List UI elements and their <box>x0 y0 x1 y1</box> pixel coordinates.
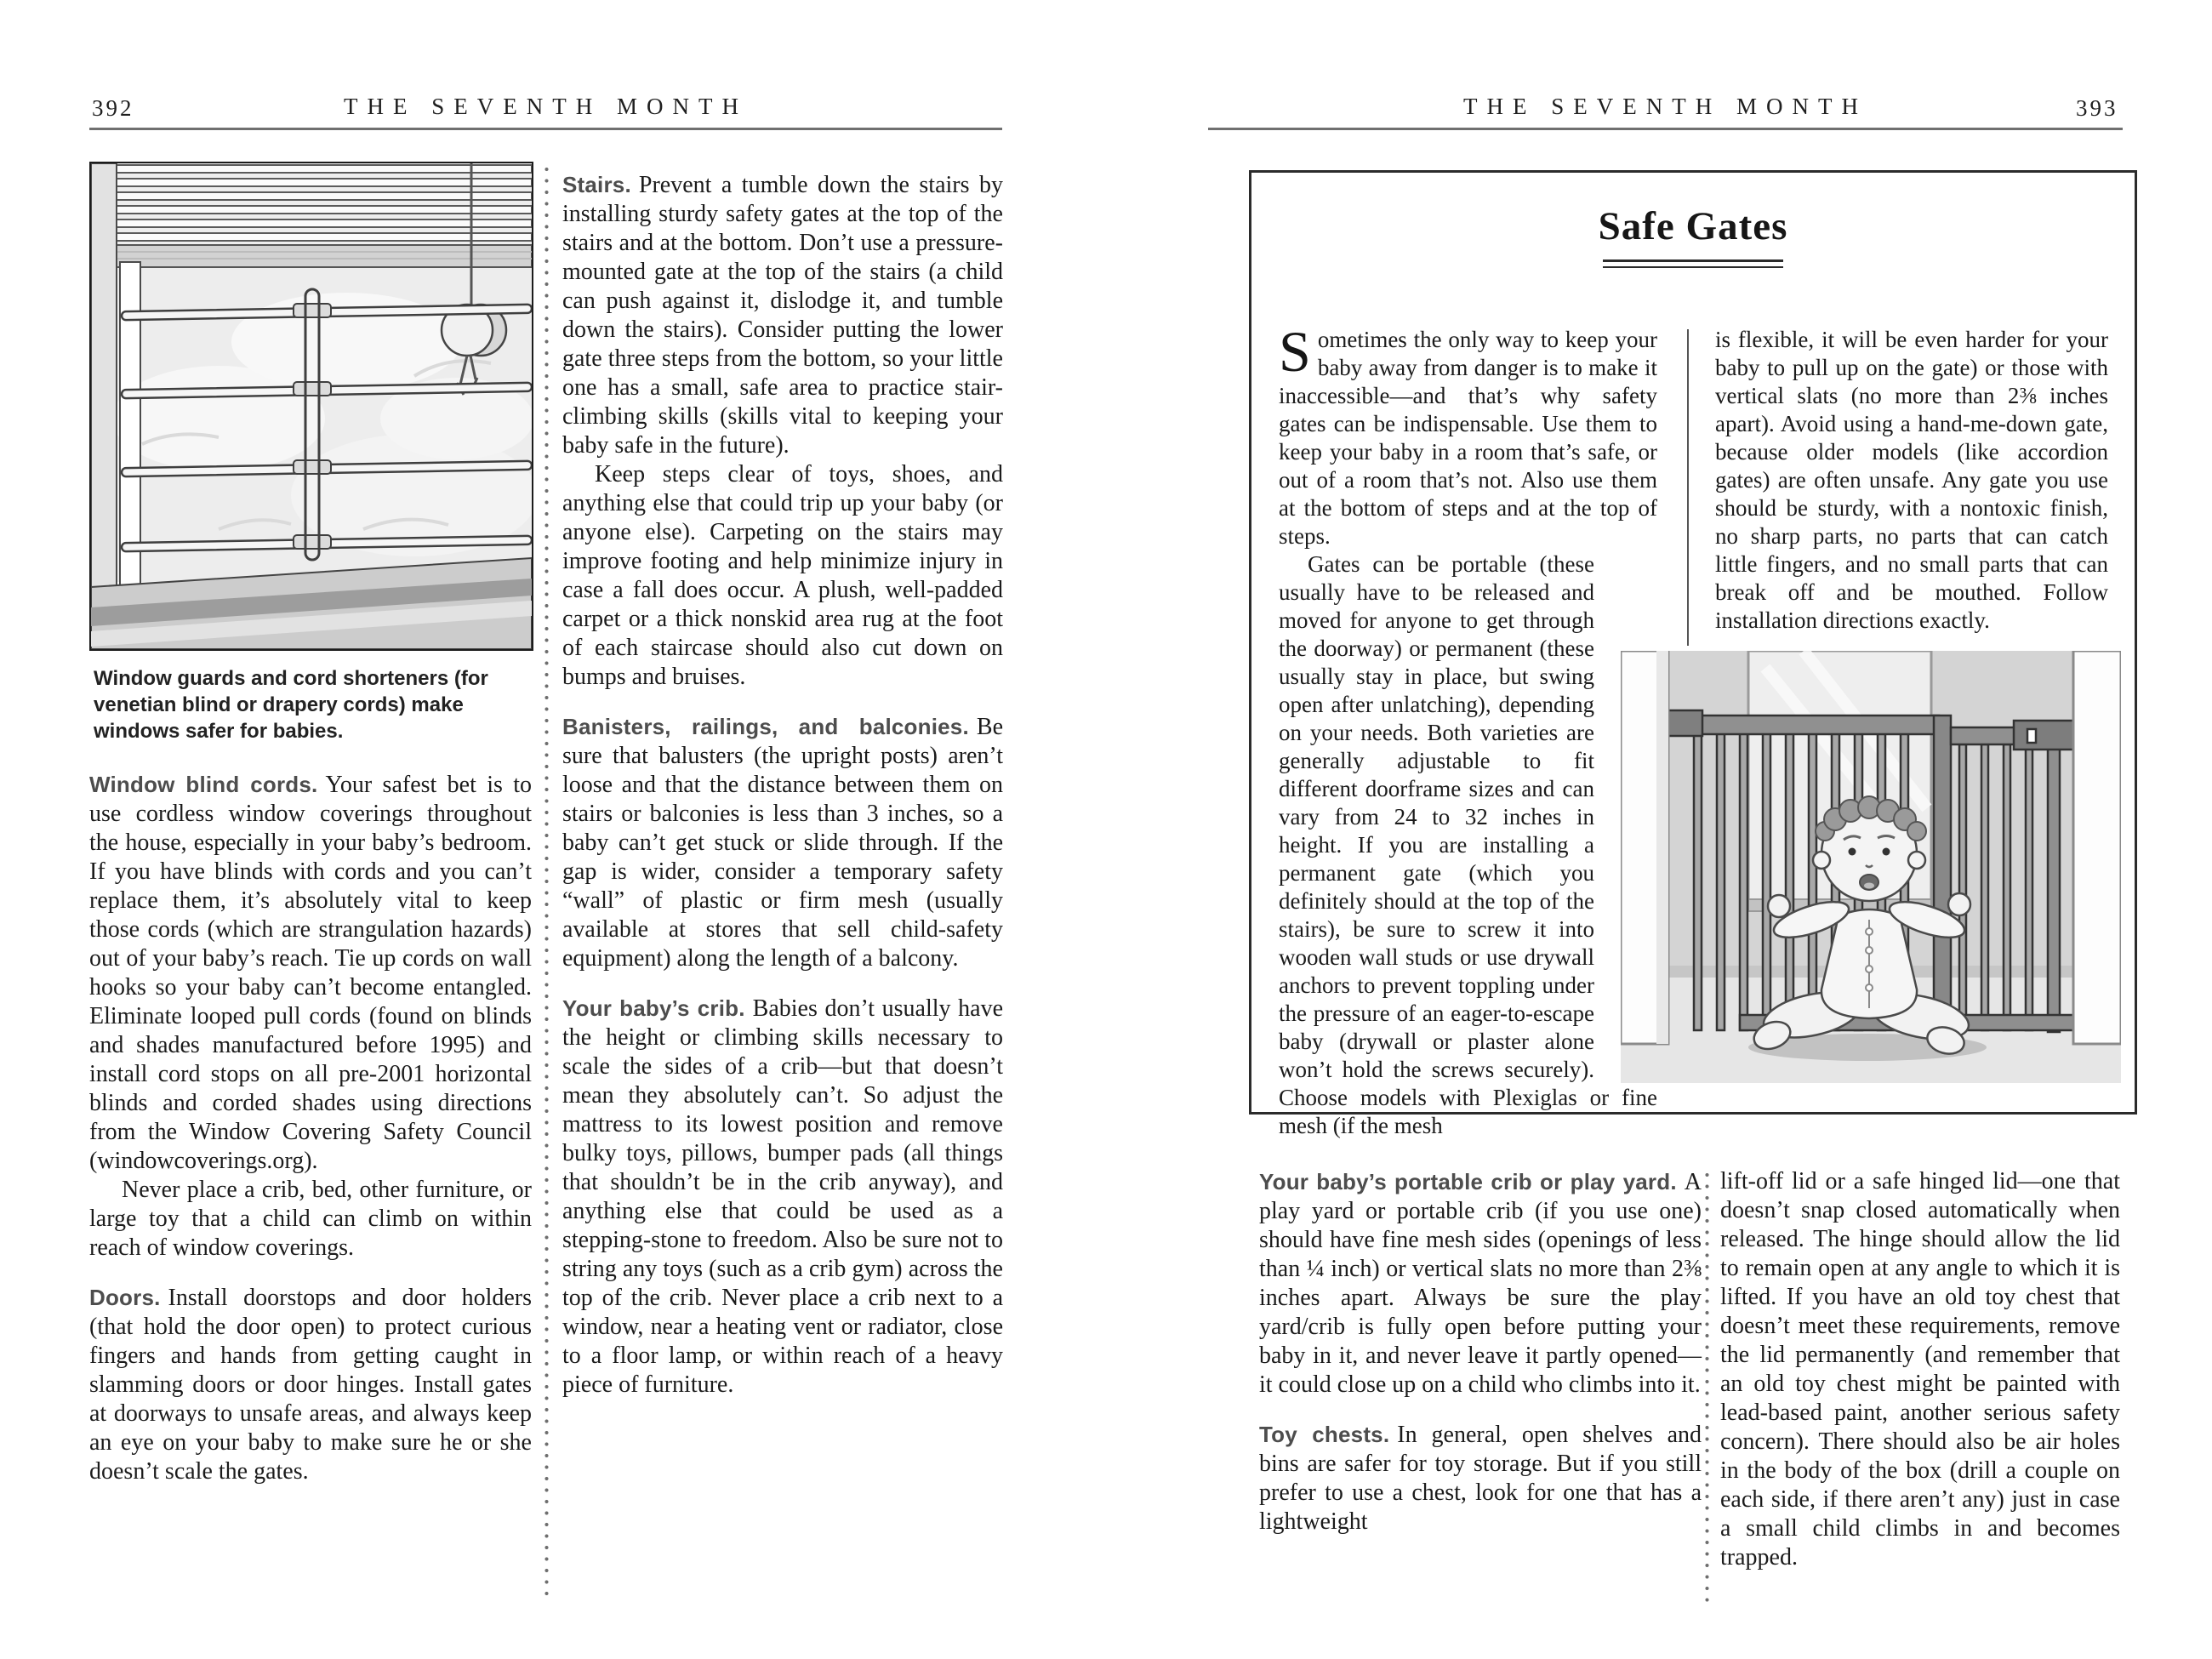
gate-latch <box>2014 721 2077 750</box>
paragraph-text: Install doorstops and door holders (that hold the door open) to protect curious fingers and hands from getting caught in slamming doors or door hinges. Install gates at doorways to unsafe areas, and always keep an eye on your baby to make sure he or she doesn’t scale the gates. <box>89 1285 532 1485</box>
paragraph-text: ometimes the only way to keep your baby away from danger is to make it inaccessible—and that’s why safety gates can be indispensable. Use them to keep your baby in a room that’s safe, or out of a room that’s not. Also use them at the bottom of steps and at the top of steps. <box>1279 327 1657 549</box>
paragraph-text: Babies don’t usually have the height or climbing skills necessary to scale the sides of a crib—but that doesn’t mean they absolutely can’t. So adjust the mattress to its lowest position and remove bulky toys, pillows, bumper pads (all things that shouldn’t be in the crib anyway), and anything else that could be used as a stepping-stone to freedom. Also be sure not to string any toys (such as a crib gym) across the top of the crib. Never place a crib next to a window, near a heating vent or radiator, close to a floor lamp, or within reach of a heavy piece of furniture. <box>562 995 1003 1398</box>
paragraph-text: In general, open shelves and bins are safer for toy storage. But if you still prefer to use a chest, look for one that has a lightweight <box>1259 1422 1702 1535</box>
page-number-right: 393 <box>2076 95 2118 121</box>
left-page-column-2 <box>562 170 1003 1400</box>
safe-gates-box <box>1249 170 2137 1138</box>
safety-gate-illustration <box>1621 651 2121 1083</box>
window-guard-illustration <box>89 162 533 651</box>
paragraph <box>1279 550 1657 1140</box>
section-doors <box>89 1283 532 1486</box>
section-window-blind-cords <box>89 770 532 1263</box>
header-rule-left <box>89 128 1002 130</box>
paragraph-text: A play yard or portable crib (if you use one) should have fine mesh sides (openings of less than ¼ inch) or vertical slats no more than 2⅜ inches apart. Always be sure the play yard/crib is fully open before putting your baby in it, and never leave it partly opened—it could close up on a child who climbs into it. <box>1259 1169 1702 1398</box>
paragraph <box>562 712 1003 973</box>
paragraph: Never place a crib, bed, other furniture, or large toy that a child can climb on within reach of window coverings. <box>89 1177 532 1261</box>
paragraph <box>562 994 1003 1400</box>
right-page-column-1 <box>1259 1167 1702 1536</box>
title-double-rule <box>1603 259 1783 268</box>
section-stairs <box>562 170 1003 692</box>
section-heading: Banisters, railings, and balconies. <box>562 714 969 739</box>
paragraph <box>562 170 1003 460</box>
section-your-babys-crib <box>562 994 1003 1400</box>
header-rule-right <box>1208 128 2123 130</box>
section-portable-crib <box>1259 1167 1702 1400</box>
left-page-column-1 <box>89 770 532 1486</box>
doorway-post-right <box>2073 651 2121 1044</box>
running-head-left: THE SEVENTH MONTH <box>344 94 748 119</box>
paragraph: lift-off lid or a safe hinged lid—one that doesn’t snap closed automatically when released. The hinge should allow the lid to remain open at any angle to which it is lifted. If you have an old toy chest that doesn’t meet these requirements, remove the lid permanently (and remember that an old toy chest might be painted with lead-based paint, another serious safety concern). There should also be air holes in the body of the box (drill a couple on each side, if there aren’t any) just in case a small child climbs in and becomes trapped. <box>1720 1168 2120 1571</box>
paragraph-text: Prevent a tumble down the stairs by installing sturdy safety gates at the top of the stairs and at the bottom. Don’t use a pressure-mounted gate at the top of the stairs (a child can push against it, dislodge it, and tumble down the stairs). Consider putting the lower gate three steps from the bottom, so your little one has a small, safe area to practice stair-climbing skills (skills vital to keeping your baby safe in the future). <box>562 172 1003 459</box>
paragraph: is flexible, it will be even harder for your baby to pull up on the gate) or those with vertical slats (no more than 2⅜ inches apart). Avoid using a hand-me-down gate, because older models (like accordion gates) are often unsafe. Any gate you use should be sturdy, with a nontoxic finish, no sharp parts, no parts that can catch little fingers, and no small parts that can break off and be mouthed. Follow installation directions exactly. <box>1715 327 2108 633</box>
illustration-caption: Window guards and cord shorteners (for venetian blind or drapery cords) make windows safer for babies. <box>94 667 488 743</box>
blind-bottom-rail <box>115 245 532 267</box>
page-number-left: 392 <box>92 95 134 121</box>
section-heading: Toy chests. <box>1259 1422 1390 1447</box>
column-divider-right-page <box>1705 1172 1709 1602</box>
right-page-column-2 <box>1720 1167 2120 1572</box>
paragraph <box>89 1283 532 1486</box>
paragraph-text: Your safest bet is to use cordless window coverings throughout the house, especially in your baby’s bedroom. If you have blinds with cords and you can’t replace them, it’s absolutely vital to keep those cords (which are strangulation hazards) out of your baby’s reach. Tie up cords on wall hooks so your baby can’t become entangled. Eliminate looped pull cords (found on blinds and shades manufactured before 1995) and install cord stops on all pre-2001 horizontal blinds and corded shades using directions from the Window Covering Safety Council (windowcoverings.org). <box>89 772 532 1174</box>
section-heading: Stairs. <box>562 172 631 197</box>
section-banisters <box>562 712 1003 973</box>
drop-cap: S <box>1279 319 1311 384</box>
window-frame-left <box>91 163 117 587</box>
section-heading: Your baby’s portable crib or play yard. <box>1259 1169 1677 1194</box>
box-column-rule <box>1687 329 1689 646</box>
section-heading: Window blind cords. <box>89 772 318 797</box>
running-head-right: THE SEVENTH MONTH <box>1463 94 1867 119</box>
paragraph <box>1279 319 1657 550</box>
window-guard-drawing <box>91 163 532 649</box>
section-heading: Doors. <box>89 1285 161 1310</box>
gate-extension-frame <box>2048 743 2060 1032</box>
column-divider-left-page <box>544 167 549 1601</box>
safety-gate-drawing <box>1621 651 2121 1083</box>
paragraph-text: Gates can be portable (these usually have to be released and moved for anyone to get through the doorway) or permanent (these usually stay in place, but swing open after unlatching), depending on your needs. Both varieties are generally adjustable to fit different doorframe sizes and can vary from 24 to 32 inches in height. If you are installing a permanent gate (which you definitely should at the top of the stairs), be sure to screw it into wooden wall studs or use drywall anchors to prevent toppling under the pressure of an eager-to-escape baby (drywall or plaster alone won’t hold the screws securely). Choose models with Plexiglas or fine mesh (if the mesh <box>1279 551 1657 1138</box>
paragraph <box>1259 1167 1702 1400</box>
section-toy-chests <box>1259 1420 1702 1536</box>
box-column-1 <box>1279 319 1657 1140</box>
box-column-2 <box>1715 326 2108 635</box>
paragraph <box>1259 1420 1702 1536</box>
paragraph-text: Be sure that balusters (the upright posts) aren’t loose and that the distance between them on stairs or balconies is less than 3 inches, so a baby can’t get stuck or slide through. If the gap is wider, consider a temporary safety “wall” of plastic or firm mesh (usually available at stores that sell child-safety equipment) along the length of a balcony. <box>562 714 1003 972</box>
section-heading: Your baby’s crib. <box>562 995 745 1021</box>
paragraph <box>89 770 532 1176</box>
paragraph: Keep steps clear of toys, shoes, and anything else that could trip up your baby (or anyone else). Carpeting on the stairs may improve footing and help minimize injury in case a fall does occur. A plush, well-padded carpet or a thick nonskid area rug at the foot of each staircase should also cut down on bumps and bruises. <box>562 461 1003 690</box>
gate-center-post <box>1934 715 1951 1034</box>
gate-top-rail <box>1670 715 1939 734</box>
box-title: Safe Gates <box>1598 204 1788 248</box>
